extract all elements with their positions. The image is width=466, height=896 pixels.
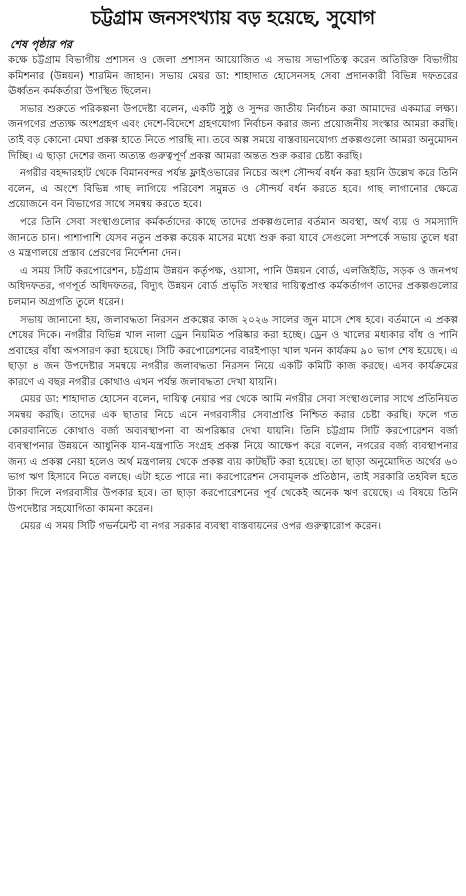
article-paragraph-6: সভায় জানানো হয়, জলাবদ্ধতা নিরসন প্রকল্পের কাজ ২০২৬ সালের জুন মাসে শেষ হবে। বর্তমানে এ প্রকল্প শেষের দিকে। নগরীর বিভিন্ন খাল নালা ড্রেন নিয়মিত পরিষ্কার করা হচ্ছে। ড্রেন ও খালের মধ্যকার বাঁধ ও পানি প্রবাহের বাঁধা অপসারণ করা হয়েছে। সিটি করপোরেশনের বারইপাড়া খাল খনন কার্যক্রম ৯০ ভাগ শেষ হয়েছে। এ ছাড়া ৪ জন উপদেষ্টার সমন্বয়ে নগরীর জলাবদ্ধতা নিরসন নিয়ে একটি কমিটি কাজ করছে। এসব কার্যক্রমের কারণে এ বছর নগরীর কোথাও এখন পর্যন্ত জলাবদ্ধতা দেখা যায়নি।: [8, 314, 458, 388]
article-paragraph-2: সভার শুরুতে পরিকল্পনা উপদেষ্টা বলেন, একটি সুষ্ঠু ও সুন্দর জাতীয় নির্বাচন করা আমাদের একমাত্র লক্ষ্য। জনগণের প্রত্যক্ষ অংশগ্রহণ এবং দেশে-বিদেশে গ্রহণযোগ্য নির্বাচন করার জন্য প্রয়োজনীয় সংস্কার আমরা করছি। তাই বড় কোনো মেঘা প্রকল্প হাতে নিতে পারছি না। তবে অল্প সময়ে বাস্তবায়নযোগ্য প্রকল্পগুলো আমরা অনুমোদন দিচ্ছি। এ ছাড়া দেশের জন্য অত্যন্ত গুরুত্বপূর্ণ প্রকল্প আমরা অন্তত শুরু করার চেষ্টা করছি।: [8, 103, 458, 162]
article-paragraph-8: মেয়র এ সময় সিটি গভর্নমেন্ট বা নগর সরকার ব্যবস্থা বাস্তবায়নের ওপর গুরুত্বারোপ করেন।: [20, 521, 382, 533]
article-paragraph-5: এ সময় সিটি করপোরেশন, চট্টগ্রাম উন্নয়ন কর্তৃপক্ষ, ওয়াসা, পানি উন্নয়ন বোর্ড, এলজিইডি, সড়ক ও জনপথ অধিদফতর, গণপূর্ত অধিদফতর, বিদ্যুৎ উন্নয়ন বোর্ড প্রভৃতি সংস্থার দায়িত্বপ্রাপ্ত কর্মকর্তাগণ তাদের প্রকল্পগুলোর চলমান অগ্রগতি তুলে ধরেন।: [8, 265, 458, 308]
article-paragraph-4: পরে তিনি সেবা সংস্থাগুলোর কর্মকর্তাদের কাছে তাদের প্রকল্পগুলোর বর্তমান অবস্থা, অর্থ ব্যয় ও সমস্যাদি জানতে চান। পাশাপাশি যেসব নতুন প্রকল্প কয়েক মাসের মধ্যে শুরু করা যাবে সেগুলো সম্পর্কে সভায় তুলে ধরা ও মন্ত্রণালয়ে প্রস্তাব প্রেরণের নির্দেশনা দেন।: [8, 216, 458, 260]
article-paragraph-1: কক্ষে চট্টগ্রাম বিভাগীয় প্রশাসন ও জেলা প্রশাসন আয়োজিত এ সভায় সভাপতিত্ব করেন অতিরিক্ত বিভাগীয় কমিশনার (উন্নয়ন) শারমিন জাহান। সভায় মেয়র ডা: শাহাদাত হোসেনসহ সেবা প্রদানকারী বিভিন্ন দফতরের ঊর্ধ্বতন কর্মকর্তারা উপস্থিত ছিলেন।: [8, 55, 458, 98]
article-paragraph-7: মেয়র ডা: শাহাদাত হোসেন বলেন, দায়িত্ব নেয়ার পর থেকে আমি নগরীর সেবা সংস্থাগুলোর সাথে প্রতিনিয়ত সমন্বয় করছি। তাদের এক ছাতার নিচে এনে নগরবাসীর সেবাপ্রাপ্তি নিশ্চিত করার চেষ্টা করছি। ফলে গত কোরবানিতে কোথাও বর্জ্য অব্যবস্থাপনা বা অপরিষ্কার দেখা যায়নি। তিনি চট্টগ্রাম সিটি করপোরেশন বর্জ্য ব্যবস্থাপনার উন্নয়নে আধুনিক যান-যন্ত্রপাতি সংগ্রহ প্রকল্প নিয়ে আক্ষেপ করে বলেন, নগরের বর্জ্য ব্যবস্থাপনার জন্য এ প্রকল্প নেয়া হলেও অর্থ মন্ত্রণালয় থেকে প্রকল্প ব্যয় কাটছাঁট করা হয়েছে। তা ছাড়া অনুমোদিত অর্থের ৬০ ভাগ ঋণ হিসাবে নিতে বলছে। এটা হতে পারে না। করপোরেশন সেবামূলক প্রতিষ্ঠান, তাই সরকারি তহবিল হতে টাকা দিলে নগরবাসীর উপকার হবে। তা ছাড়া করপোরেশনের পূর্ব থেকেই অনেক ঋণ রয়েছে। এ বিষয়ে তিনি উপদেষ্টার সহযোগিতা কামনা করেন।: [8, 394, 458, 515]
article-paragraph-3: নগরীর বহদ্দারহাট থেকে বিমানবন্দর পর্যন্ত ফ্লাইওভারের নিচের অংশ সৌন্দর্য বর্ধন করা হয়নি উল্লেখ করে তিনি বলেন, এ অংশে বিভিন্ন গাছ লাগিয়ে পরিবেশ সমুন্নত ও সৌন্দর্য বর্ধন করতে হবে। গাছ লাগানোর ক্ষেত্রে প্রয়োজনে বন বিভাগের সাথে সমন্বয় করতে হবে।: [8, 168, 458, 211]
continued-from-label: শেষ পৃষ্ঠার পর: [10, 38, 73, 51]
article-headline: চট্টগ্রাম জনসংখ্যায় বড় হয়েছে, সুযোগ: [91, 7, 375, 29]
